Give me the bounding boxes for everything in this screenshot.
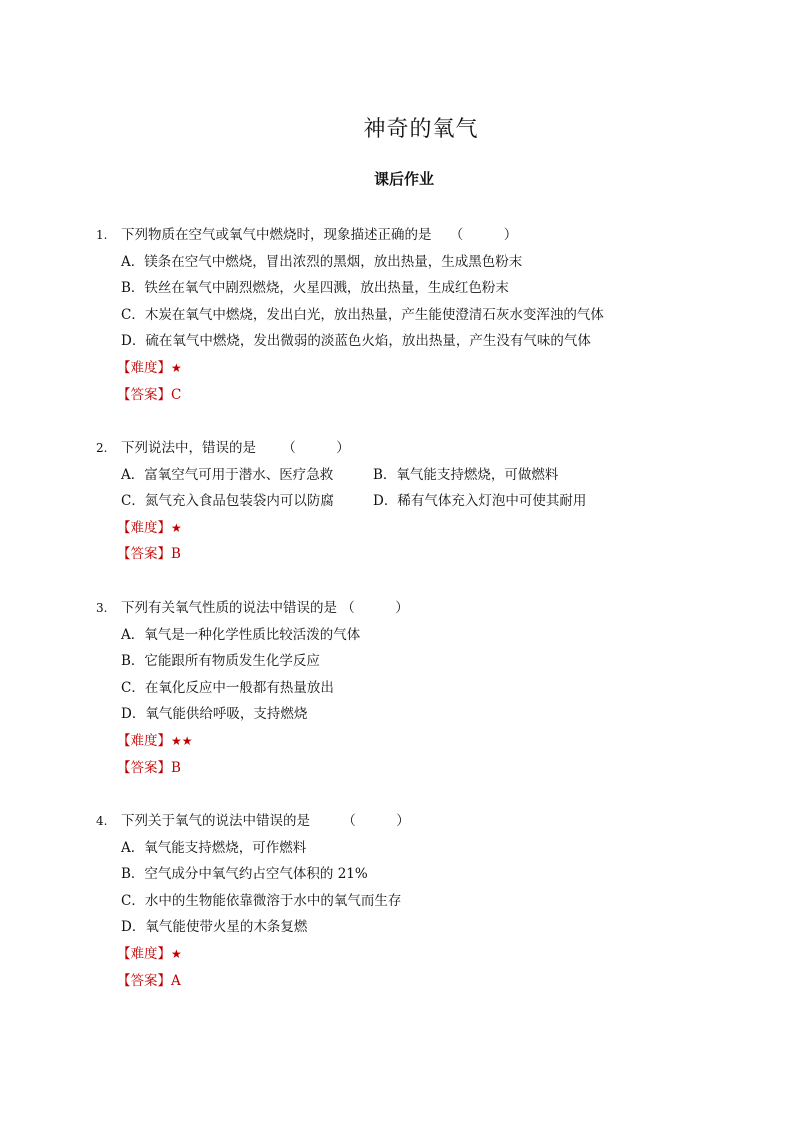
option-c: C．水中的生物能依靠微溶于水中的氧气而生存 (121, 892, 402, 909)
question-text: 下列说法中，错误的是 (121, 440, 256, 456)
question-stem (96, 435, 696, 462)
difficulty-stars: ★ (171, 946, 182, 961)
question-number: 2. (96, 441, 108, 455)
answer-label: 【答案】 (117, 759, 171, 776)
answer-row (96, 541, 696, 568)
answer-value: C (171, 386, 182, 403)
option-c: C．在氧化反应中一般都有热量放出 (121, 679, 334, 696)
option-a: A．镁条在空气中燃烧，冒出浓烈的黑烟，放出热量，生成黑色粉末 (121, 253, 523, 270)
option-a: A．氧气能支持燃烧，可作燃料 (121, 839, 307, 856)
question-1 (96, 222, 696, 408)
question-stem (96, 808, 696, 835)
difficulty-label: 【难度】 (117, 945, 171, 962)
question-2 (96, 435, 696, 568)
option-d: D．稀有气体充入灯泡中可使其耐用 (373, 493, 587, 510)
answer-blank: （ ） (341, 600, 409, 616)
answer-value: B (171, 759, 181, 776)
option-d: D．氧气能供给呼吸，支持燃烧 (121, 706, 308, 723)
answer-label: 【答案】 (117, 386, 171, 403)
option-c: C．氮气充入食品包装袋内可以防腐 (121, 493, 334, 510)
option-c: C．木炭在氧气中燃烧，发出白光，放出热量，产生能使澄清石灰水变浑浊的气体 (121, 306, 604, 323)
difficulty-stars: ★ (171, 520, 182, 535)
page-title: 神奇的氧气 (363, 117, 479, 142)
difficulty-label: 【难度】 (117, 519, 171, 536)
question-text: 下列关于氧气的说法中错误的是 (121, 813, 310, 829)
difficulty-stars: ★★ (171, 733, 193, 748)
answer-value: A (171, 972, 181, 989)
answer-row (96, 968, 696, 995)
option-b: B．铁丝在氧气中剧烈燃烧，火星四溅，放出热量，生成红色粉末 (121, 280, 509, 297)
difficulty-label: 【难度】 (117, 732, 171, 749)
question-number: 4. (96, 814, 108, 828)
answer-row (96, 755, 696, 782)
answer-blank: （ ） (282, 440, 350, 456)
answer-blank: （ ） (449, 227, 518, 243)
answer-row (96, 382, 696, 409)
option-d: D．氧气能使带火星的木条复燃 (121, 919, 308, 936)
question-3 (96, 595, 696, 781)
option-b: B．它能跟所有物质发生化学反应 (121, 653, 320, 670)
option-b: B．空气成分中氧气约占空气体积的 21% (121, 866, 368, 883)
difficulty-label: 【难度】 (117, 359, 171, 376)
question-stem (96, 595, 696, 622)
option-d: D．硫在氧气中燃烧，发出微弱的淡蓝色火焰，放出热量，产生没有气味的气体 (121, 333, 591, 350)
option-a: A．氧气是一种化学性质比较活泼的气体 (121, 626, 361, 643)
difficulty-row (96, 728, 696, 755)
question-4 (96, 808, 696, 994)
option-row (96, 462, 696, 489)
difficulty-row (96, 941, 696, 968)
difficulty-row (96, 355, 696, 382)
option-b: B．氧气能支持燃烧，可做燃料 (373, 466, 559, 483)
question-text: 下列物质在空气或氧气中燃烧时，现象描述正确的是 (121, 227, 432, 243)
answer-label: 【答案】 (117, 546, 171, 563)
answer-blank: （ ） (342, 813, 410, 829)
option-row (96, 488, 696, 515)
question-stem (96, 222, 696, 249)
question-number: 3. (96, 601, 108, 615)
question-text: 下列有关氧气性质的说法中错误的是 (121, 600, 337, 616)
page-subtitle: 课后作业 (373, 170, 434, 188)
question-number: 1. (96, 228, 108, 242)
difficulty-stars: ★ (171, 360, 182, 375)
option-a: A．富氧空气可用于潜水、医疗急救 (121, 466, 334, 483)
answer-value: B (171, 546, 181, 563)
answer-label: 【答案】 (117, 972, 171, 989)
difficulty-row (96, 515, 696, 542)
